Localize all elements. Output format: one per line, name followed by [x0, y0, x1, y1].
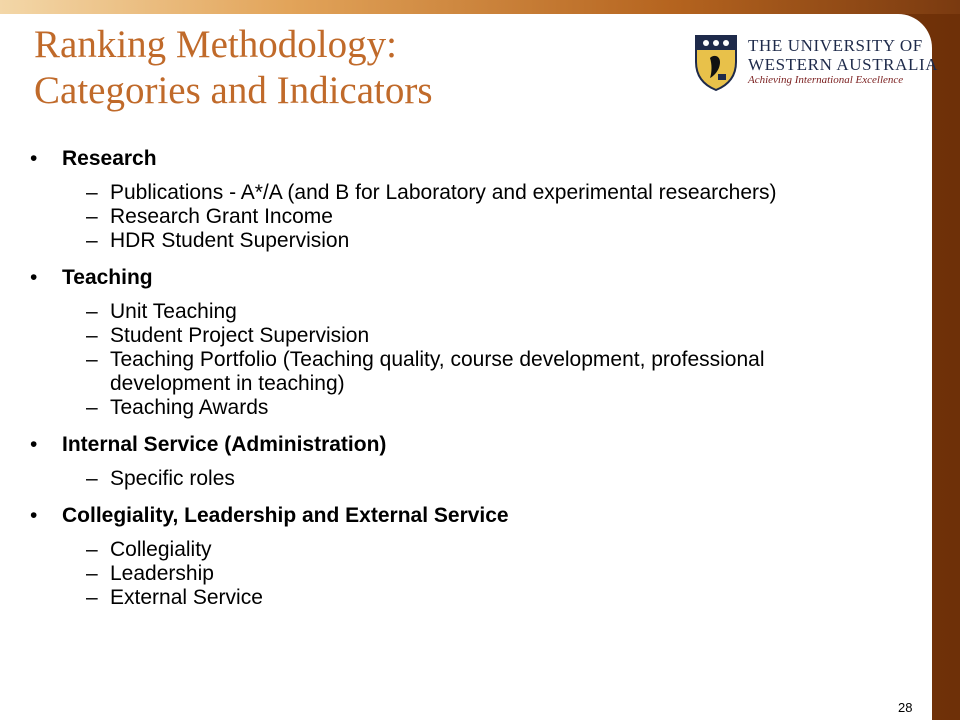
university-motto: Achieving International Excellence: [748, 74, 904, 86]
indicator-label: Specific roles: [110, 467, 235, 490]
list-item: [30, 467, 890, 491]
university-name-line-1: THE UNIVERSITY OF: [748, 36, 923, 55]
indicator-list: [30, 467, 890, 491]
dash: –: [86, 562, 98, 585]
list-item: [30, 229, 890, 253]
category-heading: [30, 263, 890, 293]
top-accent-bar: [0, 0, 960, 14]
list-item: [30, 562, 890, 586]
category-heading: [30, 501, 890, 531]
list-item: [30, 396, 890, 420]
university-name: [748, 36, 938, 74]
category-label: Collegiality, Leadership and External Service: [62, 504, 509, 527]
indicator-label: HDR Student Supervision: [110, 229, 350, 252]
dash: –: [86, 181, 98, 204]
category-collegiality: [30, 501, 890, 610]
indicator-list: [30, 181, 890, 253]
indicator-label: External Service: [110, 586, 263, 609]
category-label: Research: [62, 147, 157, 170]
slide-title: [34, 22, 433, 114]
list-item: [30, 348, 890, 396]
bullet: •: [30, 433, 38, 456]
dash: –: [86, 324, 98, 347]
indicator-list: [30, 538, 890, 610]
indicator-label: Unit Teaching: [110, 300, 237, 323]
dash: –: [86, 205, 98, 228]
indicator-label: Teaching Portfolio (Teaching quality, course development, professional development in teaching): [110, 348, 765, 395]
university-logo: [692, 32, 939, 94]
list-item: [30, 324, 890, 348]
list-item: [30, 586, 890, 610]
dash: –: [86, 348, 98, 371]
category-heading: [30, 144, 890, 174]
indicator-label: Research Grant Income: [110, 205, 333, 228]
title-line-2: Categories and Indicators: [34, 69, 433, 112]
title-line-1: Ranking Methodology:: [34, 23, 397, 66]
indicator-list: [30, 300, 890, 420]
category-research: [30, 144, 890, 253]
bullet: •: [30, 266, 38, 289]
category-teaching: [30, 263, 890, 420]
indicator-label: Teaching Awards: [110, 396, 269, 419]
dash: –: [86, 396, 98, 419]
indicator-label: Publications - A*/A (and B for Laboratory and experimental researchers): [110, 181, 777, 204]
university-name-line-2: WESTERN AUSTRALIA: [748, 55, 939, 74]
indicator-label: Leadership: [110, 562, 214, 585]
bullet: •: [30, 504, 38, 527]
dash: –: [86, 467, 98, 490]
category-internal-service: [30, 430, 890, 491]
dash: –: [86, 229, 98, 252]
bullet: •: [30, 147, 38, 170]
list-item: [30, 181, 890, 205]
dash: –: [86, 586, 98, 609]
category-label: Internal Service (Administration): [62, 433, 387, 456]
list-item: [30, 205, 890, 229]
page-number: 28: [898, 700, 913, 715]
crest-icon: [692, 32, 740, 92]
slide-body: [30, 144, 890, 620]
category-label: Teaching: [62, 266, 153, 289]
list-item: [30, 538, 890, 562]
dash: –: [86, 538, 98, 561]
indicator-label: Collegiality: [110, 538, 212, 561]
dash: –: [86, 300, 98, 323]
list-item: [30, 300, 890, 324]
indicator-label: Student Project Supervision: [110, 324, 370, 347]
category-heading: [30, 430, 890, 460]
